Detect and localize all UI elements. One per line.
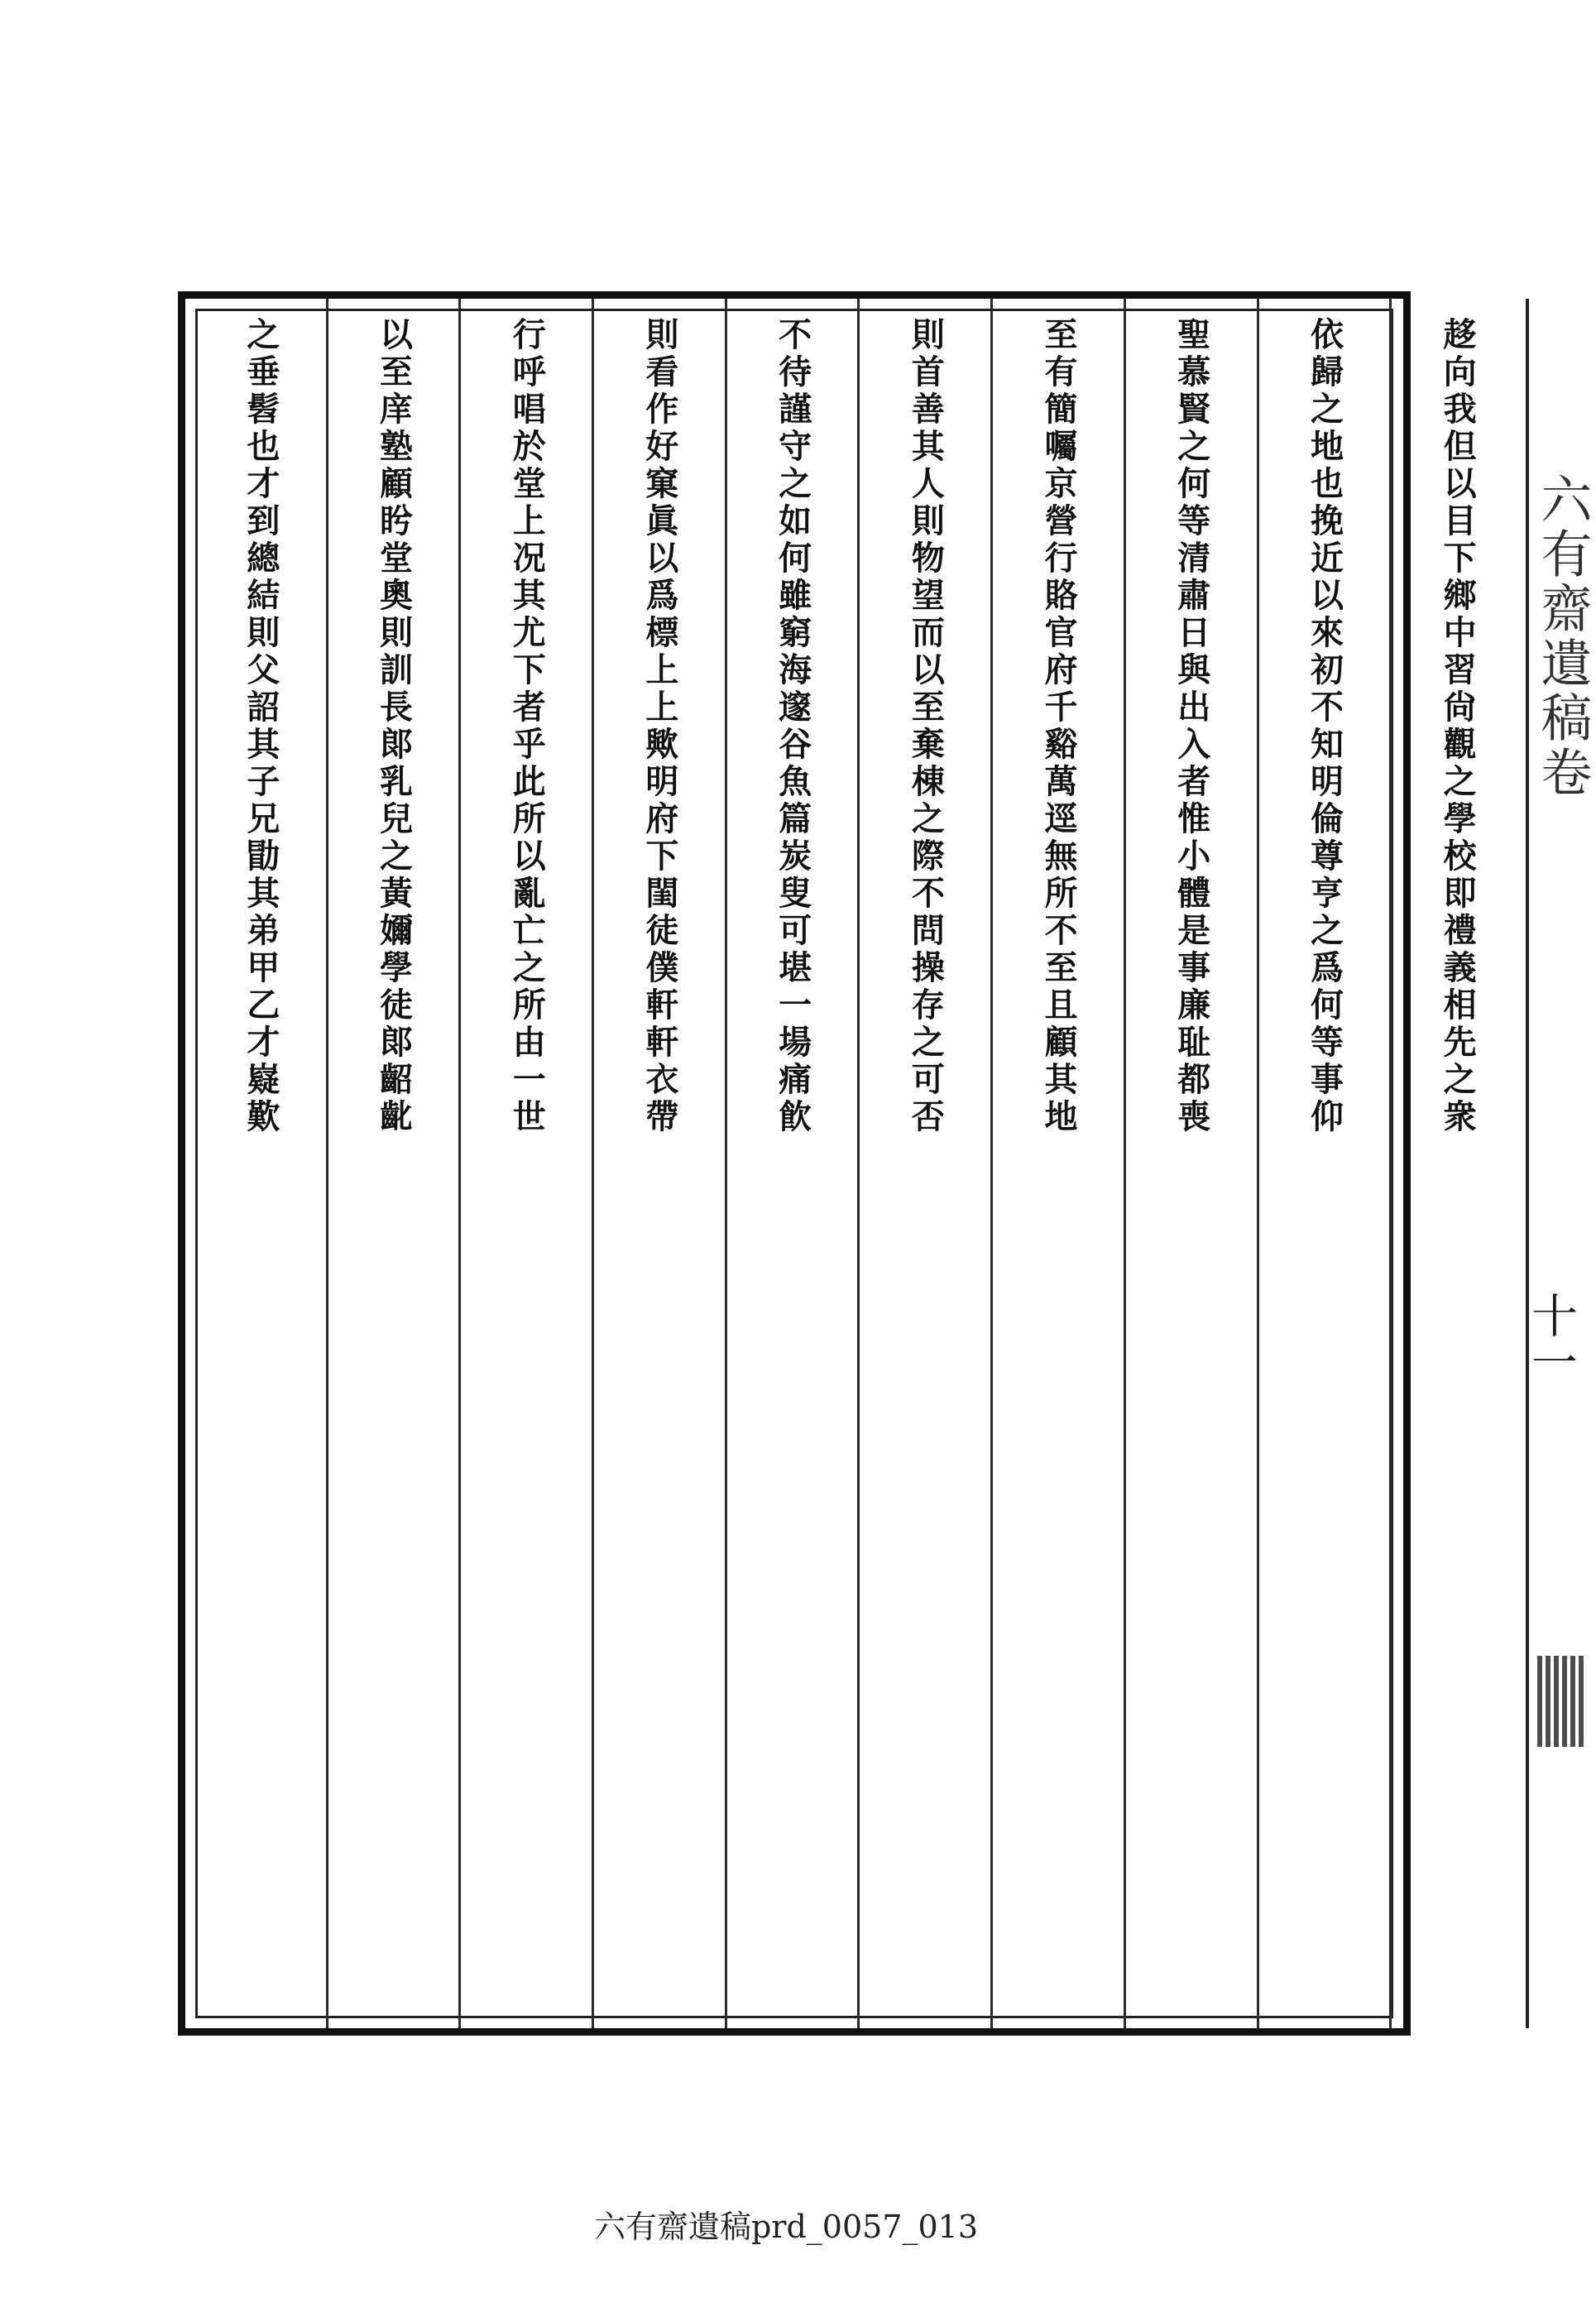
column-text: 不待謹守之如何雖窮海邃谷魚篇炭叟可堪一場痛飮 (773, 317, 812, 1136)
fold-page-number: 十一 (1524, 1292, 1578, 1384)
text-column-1 (1389, 299, 1522, 2028)
text-column-6 (725, 299, 858, 2028)
column-text: 聖慕賢之何等清肅日與出入者惟小體是事廉耻都喪 (1172, 317, 1211, 1136)
text-column-2 (1257, 299, 1390, 2028)
text-column-10 (195, 299, 326, 2028)
image-caption: 六有齋遺稿prd_0057_013 (593, 2209, 979, 2245)
text-column-7 (592, 299, 725, 2028)
text-column-9 (326, 299, 459, 2028)
column-text: 之垂髫也才到總結則父詔其子兄勖其弟甲乙才嶷歎 (241, 317, 280, 1136)
column-text: 依歸之地也挽近以來初不知明倫尊亨之爲何等事仰 (1305, 317, 1344, 1136)
fold-strip (1526, 299, 1596, 2028)
fold-title: 六有齋遺稿卷 (1532, 473, 1593, 800)
column-text: 則看作好窠眞以爲標上上歟明府下閨徒僕軒軒衣帶 (640, 317, 679, 1136)
page-frame (178, 291, 1593, 2036)
text-column-5 (857, 299, 990, 2028)
column-text: 則首善其人則物望而以至棄棟之際不問操存之可否 (906, 317, 946, 1136)
text-column-3 (1124, 299, 1257, 2028)
text-column-4 (990, 299, 1124, 2028)
column-text: 趍向我但以目下鄉中習尙觀之學校即禮義相先之衆 (1438, 317, 1478, 1136)
fish-tail-mark-icon (1537, 1656, 1585, 1747)
text-column-8 (458, 299, 592, 2028)
column-text: 以至庠塾顧盻堂奧則訓長郞乳兒之黃嬭學徒郞齠齔 (374, 317, 414, 1136)
text-columns (195, 299, 1522, 2028)
column-text: 行呼唱於堂上况其尤下者乎此所以亂亡之所由一世 (507, 317, 547, 1136)
column-text: 至有簡囑京營行賂官府千谿萬逕無所不至且顧其地 (1039, 317, 1079, 1136)
